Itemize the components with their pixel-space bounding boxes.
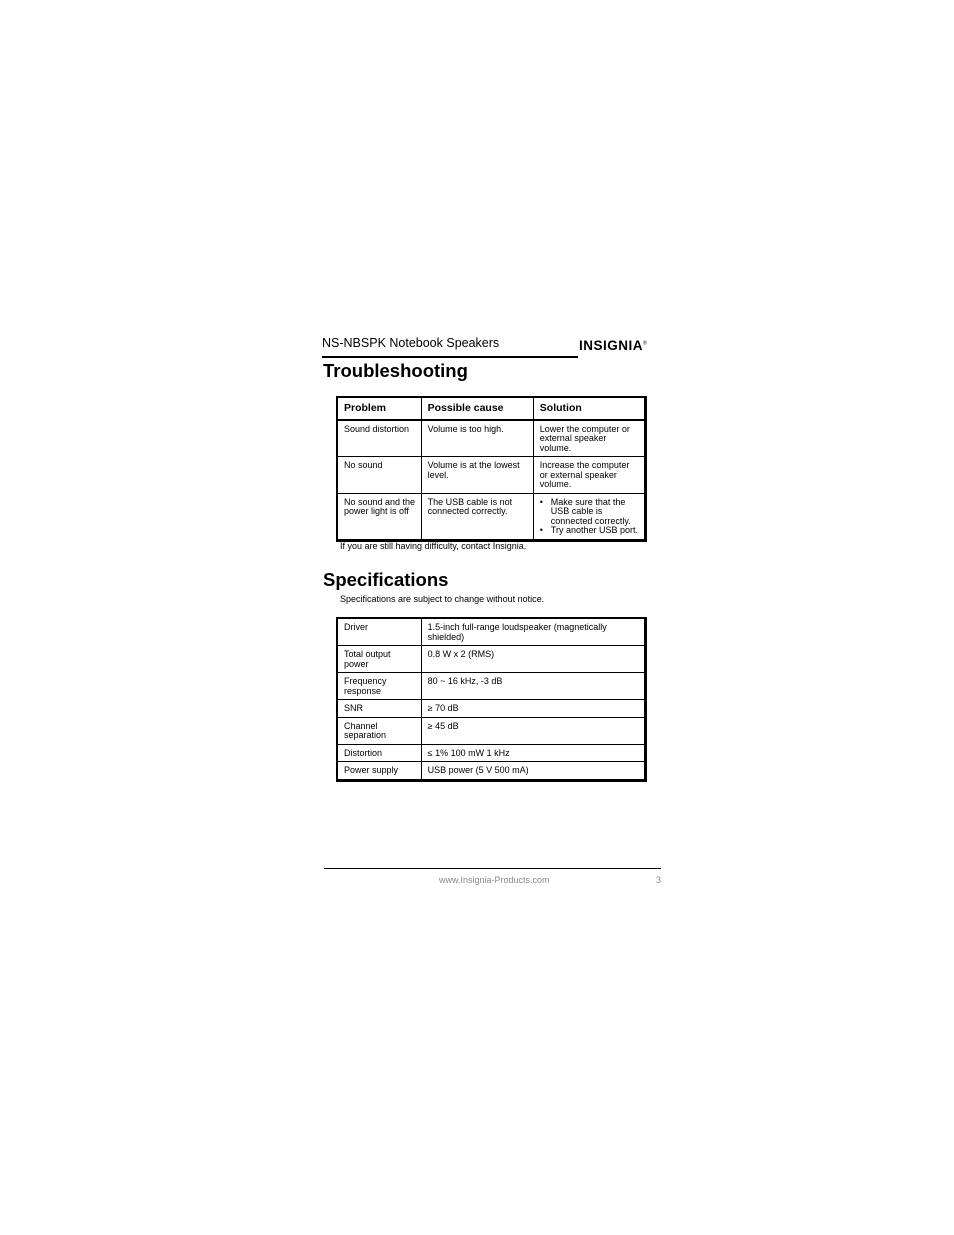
insignia-logo	[579, 338, 647, 353]
spec-value: USB power (5 V 500 mA)	[421, 762, 645, 781]
table-row	[337, 744, 646, 762]
troubleshooting-note: If you are still having difficulty, contact Insignia.	[340, 541, 527, 551]
logo-text: INSIGNIA	[579, 338, 644, 353]
solution-cell	[533, 493, 645, 540]
table-row	[337, 420, 646, 457]
table-row	[337, 646, 646, 673]
solution-list-item: • Make sure that the USB cable is connected correctly.	[540, 498, 639, 527]
spec-value: ≥ 70 dB	[421, 700, 645, 718]
footer-website-url: www.Insignia-Products.com	[439, 875, 550, 885]
table-row	[337, 700, 646, 718]
troubleshooting-heading: Troubleshooting	[323, 360, 468, 381]
specifications-heading: Specifications	[323, 569, 449, 590]
column-header-cause: Possible cause	[421, 397, 533, 420]
spec-value: 80 ~ 16 kHz, -3 dB	[421, 673, 645, 700]
table-row	[337, 717, 646, 744]
table-header-row	[337, 397, 646, 420]
solution-cell: Increase the computer or external speaker volume.	[533, 457, 645, 494]
spec-label: Distortion	[337, 744, 421, 762]
spec-label: Power supply	[337, 762, 421, 781]
table-row	[337, 493, 646, 540]
solution-list-item: • Try another USB port.	[540, 526, 639, 536]
specifications-table	[336, 617, 647, 782]
spec-label: SNR	[337, 700, 421, 718]
spec-value: ≤ 1% 100 mW 1 kHz	[421, 744, 645, 762]
column-header-problem: Problem	[337, 397, 421, 420]
problem-cell: Sound distortion	[337, 420, 421, 457]
table-row	[337, 762, 646, 781]
trademark-mark: ®	[643, 340, 648, 347]
spec-value: ≥ 45 dB	[421, 717, 645, 744]
table-row	[337, 673, 646, 700]
header-rule	[322, 356, 578, 358]
problem-cell: No sound	[337, 457, 421, 494]
solution-cell: Lower the computer or external speaker volume.	[533, 420, 645, 457]
spec-label: Total output power	[337, 646, 421, 673]
spec-label: Driver	[337, 618, 421, 646]
table-row	[337, 618, 646, 646]
cause-cell: The USB cable is not connected correctly.	[421, 493, 533, 540]
solution-list	[540, 498, 639, 536]
spec-label: Frequency response	[337, 673, 421, 700]
spec-value: 0.8 W x 2 (RMS)	[421, 646, 645, 673]
page-number: 3	[656, 875, 662, 885]
spec-value: 1.5-inch full-range loudspeaker (magnetically shielded)	[421, 618, 645, 646]
troubleshooting-table	[336, 396, 647, 542]
table-row	[337, 457, 646, 494]
footer-rule	[324, 868, 661, 869]
column-header-solution: Solution	[533, 397, 645, 420]
spec-label: Channel separation	[337, 717, 421, 744]
problem-cell: No sound and the power light is off	[337, 493, 421, 540]
document-header-title: NS-NBSPK Notebook Speakers	[322, 336, 500, 350]
specifications-note: Specifications are subject to change without notice.	[340, 594, 545, 604]
cause-cell: Volume is at the lowest level.	[421, 457, 533, 494]
cause-cell: Volume is too high.	[421, 420, 533, 457]
